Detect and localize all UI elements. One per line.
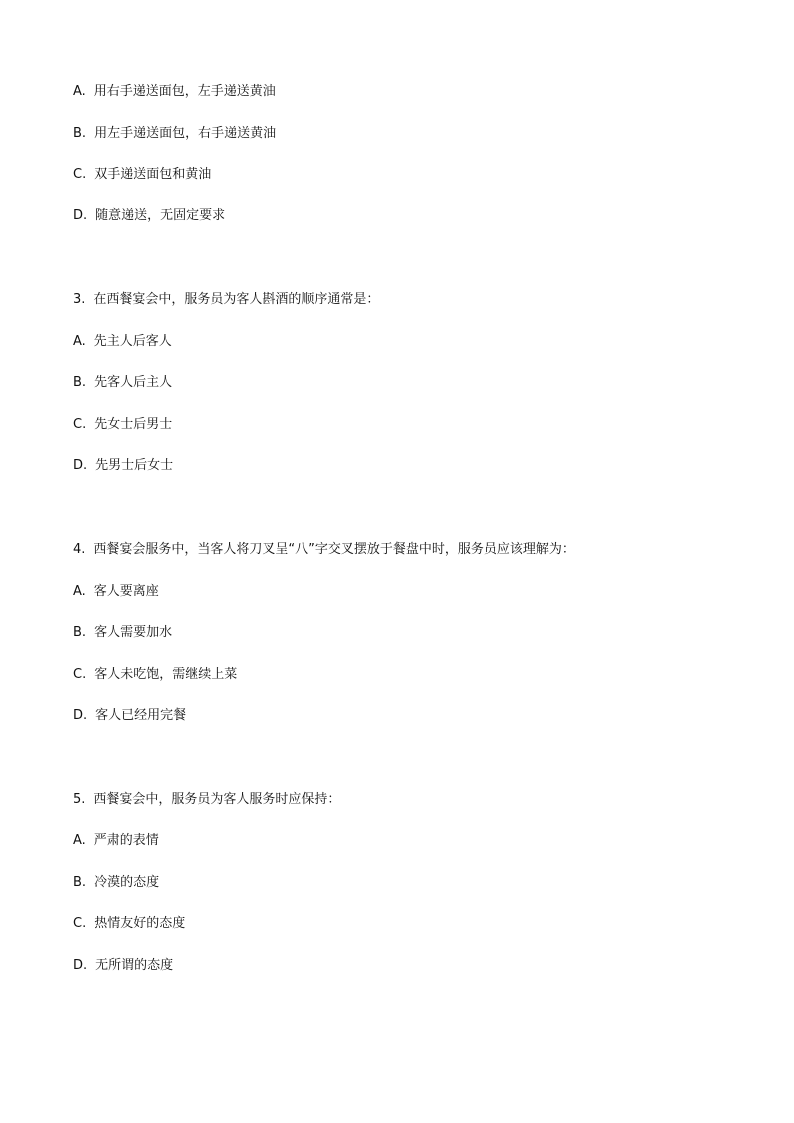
question-text: 西餐宴会服务中，当客人将刀叉呈“八”字交叉摆放于餐盘中时，服务员应该理解为： (93, 542, 575, 557)
option-text: 先主人后客人 (93, 334, 172, 349)
option-text: 双手递送面包和黄油 (94, 167, 212, 182)
question-stem (73, 791, 340, 809)
option-line (73, 416, 172, 434)
option-text: 客人要离座 (93, 584, 159, 599)
option-letter: A. (73, 584, 86, 599)
option-text: 冷漠的态度 (94, 875, 160, 890)
option-line (73, 333, 172, 351)
question-number: 4. (73, 542, 86, 557)
option-letter: C. (73, 417, 87, 432)
option-line (73, 957, 173, 975)
option-line (73, 166, 211, 184)
option-letter: C. (73, 667, 87, 682)
option-text: 先客人后主人 (94, 375, 173, 390)
option-letter: A. (73, 833, 86, 848)
option-line (73, 457, 173, 475)
option-letter: B. (73, 875, 87, 890)
option-line (73, 207, 225, 225)
option-text: 热情友好的态度 (94, 916, 186, 931)
option-text: 严肃的表情 (93, 833, 159, 848)
option-line (73, 374, 172, 392)
option-line (73, 874, 159, 892)
option-letter: B. (73, 625, 87, 640)
option-line (73, 125, 276, 143)
option-text: 用左手递送面包，右手递送黄油 (94, 126, 277, 141)
option-line (73, 915, 185, 933)
option-letter: B. (73, 126, 87, 141)
option-text: 无所谓的态度 (95, 958, 174, 973)
question-stem (73, 541, 575, 559)
question-number: 5. (73, 792, 86, 807)
option-letter: C. (73, 167, 87, 182)
option-line (73, 583, 159, 601)
option-text: 客人已经用完餐 (95, 708, 187, 723)
option-line (73, 666, 237, 684)
option-letter: D. (73, 958, 88, 973)
question-text: 西餐宴会中，服务员为客人服务时应保持： (93, 792, 341, 807)
option-line (73, 624, 172, 642)
option-letter: B. (73, 375, 87, 390)
question-number: 3. (73, 292, 86, 307)
option-text: 随意递送，无固定要求 (95, 208, 226, 223)
option-text: 客人未吃饱，需继续上菜 (94, 667, 238, 682)
option-letter: D. (73, 458, 88, 473)
option-letter: A. (73, 334, 86, 349)
option-text: 用右手递送面包，左手递送黄油 (93, 84, 276, 99)
option-line (73, 707, 186, 725)
question-text: 在西餐宴会中，服务员为客人斟酒的顺序通常是： (93, 292, 380, 307)
option-text: 先女士后男士 (94, 417, 173, 432)
option-letter: D. (73, 708, 88, 723)
question-stem (73, 291, 379, 309)
option-letter: C. (73, 916, 87, 931)
option-text: 客人需要加水 (94, 625, 173, 640)
option-line (73, 83, 276, 101)
option-letter: A. (73, 84, 86, 99)
option-text: 先男士后女士 (95, 458, 174, 473)
option-letter: D. (73, 208, 88, 223)
option-line (73, 832, 159, 850)
